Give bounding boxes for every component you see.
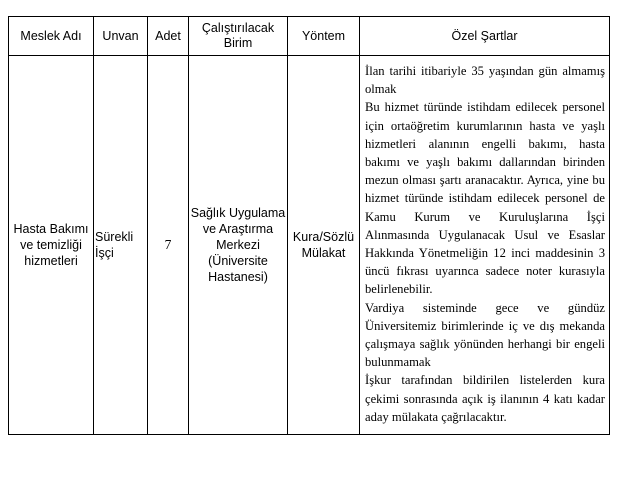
cell-yontem: Kura/Sözlü Mülakat (288, 56, 360, 435)
sart-paragraph: İşkur tarafından bildirilen listelerden kura çekimi sonrasında açık iş ilanının 4 katı kadar aday mülakata çağrılacaktır. (365, 373, 605, 424)
header-meslek: Meslek Adı (9, 17, 94, 56)
header-birim: Çalıştırılacak Birim (189, 17, 288, 56)
job-listing-table-container (8, 16, 610, 435)
sart-paragraph: Vardiya sisteminde gece ve gündüz Üniversitemiz birimlerinde iç ve dış mekanda çalışmaya sağlık yönünden herhangi bir engeli bulunmamak (365, 300, 605, 370)
sart-paragraph: Bu hizmet türünde istihdam edilecek personel için ortaöğretim kurumlarının hasta ve yaşlı hizmetleri alanının engelli bakımı, hasta bakımı ve yaşlı bakımı dallarından birinden mezun olması şartı aranacaktır. Ayrıca, yine bu hizmet türünde istihdam edilecek personel de Kamu Kurum ve Kuruluşlarına İşçi Alınmasında Uygulanacak Usul ve Esaslar Hakkında Yönetmeliğin 12 inci maddesinin 3 üncü fıkrası uyarınca sadece noter kurasıyla belirlenebilir. (365, 100, 605, 297)
cell-meslek: Hasta Bakımı ve temizliği hizmetleri (9, 56, 94, 435)
cell-unvan: Sürekli İşçi (94, 56, 148, 435)
cell-ozel-sartlar (360, 56, 610, 435)
cell-birim: Sağlık Uygulama ve Araştırma Merkezi (Üniversite Hastanesi) (189, 56, 288, 435)
job-listing-table (8, 16, 610, 435)
header-unvan: Unvan (94, 17, 148, 56)
cell-adet: 7 (148, 56, 189, 435)
table-row (9, 56, 610, 435)
header-adet: Adet (148, 17, 189, 56)
header-row (9, 17, 610, 56)
sart-paragraph: İlan tarihi itibariyle 35 yaşından gün almamış olmak (365, 64, 605, 97)
header-yontem: Yöntem (288, 17, 360, 56)
header-ozel-sartlar: Özel Şartlar (360, 17, 610, 56)
